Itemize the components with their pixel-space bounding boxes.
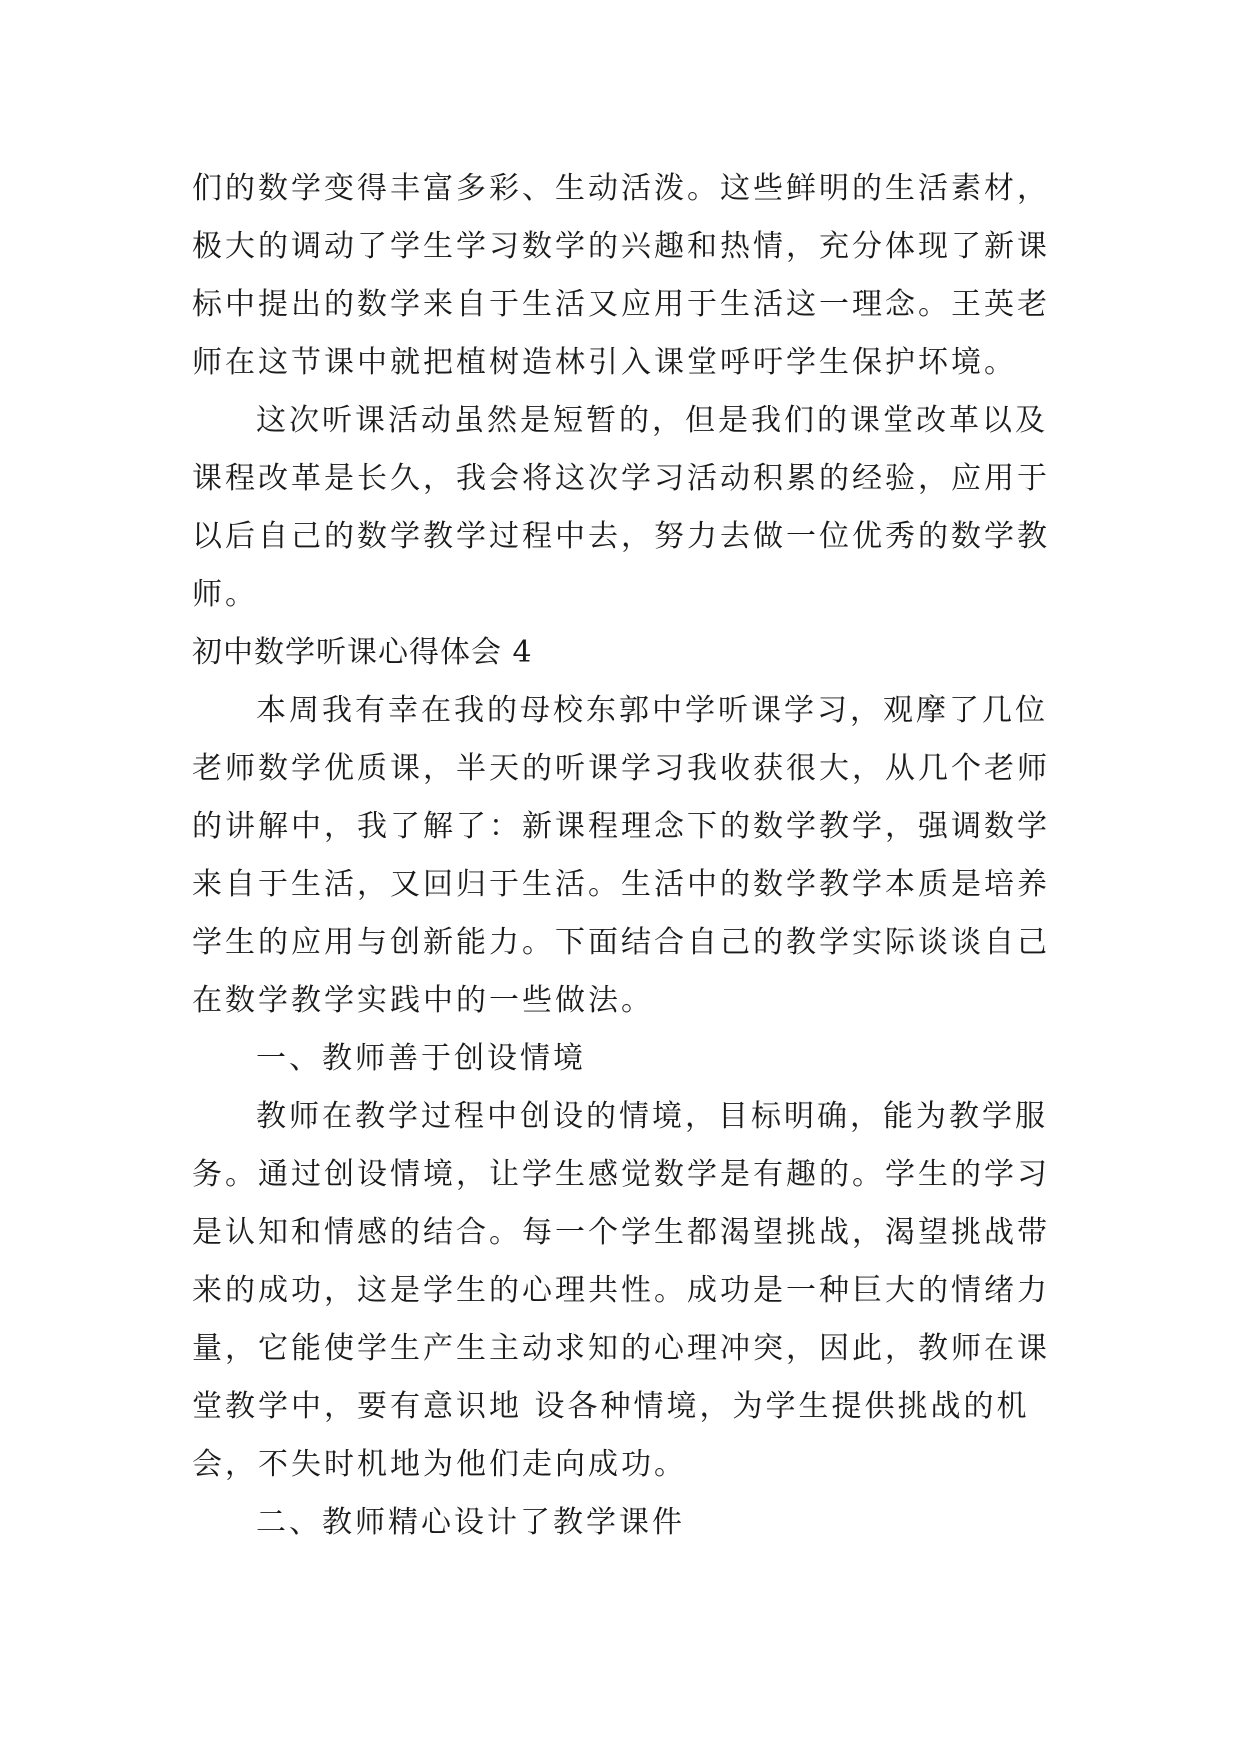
text-line: 极大的调动了学生学习数学的兴趣和热情，充分体现了新课 bbox=[192, 229, 1050, 264]
section-title: 初中数学听课心得体会 4 bbox=[192, 635, 533, 670]
text-line: 师。 bbox=[192, 577, 258, 612]
text-line: 教师在教学过程中创设的情境，目标明确，能为教学服 bbox=[256, 1099, 1048, 1134]
text-line: 量，它能使学生产生主动求知的心理冲突，因此，教师在课 bbox=[192, 1331, 1050, 1366]
text-line: 的讲解中，我了解了：新课程理念下的数学教学，强调数学 bbox=[192, 809, 1050, 844]
text-line: 会，不失时机地为他们走向成功。 bbox=[192, 1447, 687, 1482]
text-line: 课程改革是长久，我会将这次学习活动积累的经验，应用于 bbox=[192, 461, 1050, 496]
subheading-create-situations: 一、教师善于创设情境 bbox=[256, 1041, 586, 1076]
text-line: 师在这节课中就把植树造林引入课堂呼吁学生保护坏境。 bbox=[192, 345, 1017, 380]
paragraph-situations bbox=[192, 1088, 1072, 1494]
text-line: 标中提出的数学来自于生活又应用于生活这一理念。王英老 bbox=[192, 287, 1050, 322]
paragraph-life-materials bbox=[192, 160, 1072, 392]
text-line: 这次听课活动虽然是短暂的，但是我们的课堂改革以及 bbox=[256, 403, 1048, 438]
text-line: 本周我有幸在我的母校东郭中学听课学习，观摩了几位 bbox=[256, 693, 1048, 728]
text-line: 在数学教学实践中的一些做法。 bbox=[192, 983, 654, 1018]
text-line: 以后自己的数学教学过程中去，努力去做一位优秀的数学教 bbox=[192, 519, 1050, 554]
text-line: 务。通过创设情境，让学生感觉数学是有趣的。学生的学习 bbox=[192, 1157, 1050, 1192]
document-page bbox=[192, 160, 1072, 1552]
text-line: 来的成功，这是学生的心理共性。成功是一种巨大的情绪力 bbox=[192, 1273, 1050, 1308]
paragraph-observation bbox=[192, 682, 1072, 1030]
text-line: 学生的应用与创新能力。下面结合自己的教学实际谈谈自己 bbox=[192, 925, 1050, 960]
text-line: 是认知和情感的结合。每一个学生都渴望挑战，渴望挑战带 bbox=[192, 1215, 1050, 1250]
subheading-courseware: 二、教师精心设计了教学课件 bbox=[256, 1505, 685, 1540]
text-line: 老师数学优质课，半天的听课学习我收获很大，从几个老师 bbox=[192, 751, 1050, 786]
text-line: 来自于生活，又回归于生活。生活中的数学教学本质是培养 bbox=[192, 867, 1050, 902]
paragraph-reform-reflection bbox=[192, 392, 1072, 624]
text-line: 堂教学中，要有意识地 设各种情境，为学生提供挑战的机 bbox=[192, 1389, 1030, 1424]
text-line: 们的数学变得丰富多彩、生动活泼。这些鲜明的生活素材， bbox=[192, 171, 1050, 206]
